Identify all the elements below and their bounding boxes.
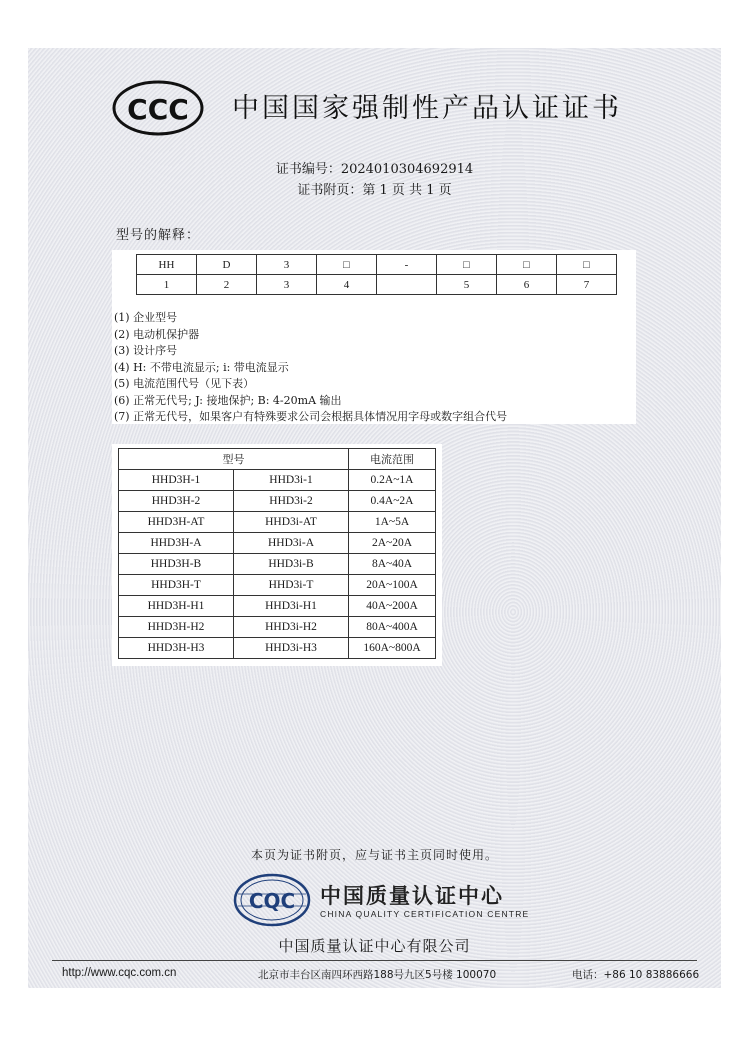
note-line: (2) 电动机保护器 [114, 327, 200, 341]
model-h-cell: HHD3H-H3 [119, 638, 234, 659]
model-h-cell: HHD3H-1 [119, 470, 234, 491]
index-cell: 6 [497, 275, 557, 295]
header-model: 型号 [119, 449, 349, 470]
table-row [119, 575, 436, 596]
index-row [137, 275, 617, 295]
index-cell [377, 275, 437, 295]
code-cell: D [197, 255, 257, 275]
cqc-name-cn: 中国质量认证中心 [320, 884, 504, 908]
ccc-logo [112, 80, 204, 136]
model-h-cell: HHD3H-B [119, 554, 234, 575]
cqc-name-en: CHINA QUALITY CERTIFICATION CENTRE [320, 909, 530, 919]
code-cell: □ [317, 255, 377, 275]
note-line: (1) 企业型号 [114, 311, 178, 324]
table-row [119, 512, 436, 533]
index-cell: 1 [137, 275, 197, 295]
cqc-logo-text: CQC [248, 889, 296, 913]
code-cell: HH [137, 255, 197, 275]
code-cell: □ [437, 255, 497, 275]
footer-divider [52, 960, 697, 961]
model-i-cell: HHD3i-T [234, 575, 349, 596]
model-h-cell: HHD3H-H2 [119, 617, 234, 638]
cqc-logo [232, 872, 312, 928]
model-i-cell: HHD3i-2 [234, 491, 349, 512]
note-line: (7) 正常无代号，如果客户有特殊要求公司会根据具体情况用字母或数字组合代号 [114, 410, 508, 423]
table-row [119, 638, 436, 659]
range-cell: 1A~5A [349, 512, 436, 533]
model-notes [114, 310, 507, 426]
note-line: (6) 正常无代号; J: 接地保护; B: 4-20mA 输出 [114, 393, 342, 407]
ccc-logo-text: CCC [127, 93, 189, 126]
model-i-cell: HHD3i-B [234, 554, 349, 575]
range-cell: 8A~40A [349, 554, 436, 575]
model-i-cell: HHD3i-AT [234, 512, 349, 533]
address-text: 北京市丰台区南四环西路188号九区5号楼 100070 [258, 969, 497, 981]
table-row [119, 470, 436, 491]
model-h-cell: HHD3H-H1 [119, 596, 234, 617]
table-row [119, 491, 436, 512]
code-cell: □ [557, 255, 617, 275]
index-cell: 2 [197, 275, 257, 295]
table-row [119, 617, 436, 638]
note-line: (5) 电流范围代号（见下表） [114, 377, 255, 390]
table-row [119, 554, 436, 575]
code-cell: 3 [257, 255, 317, 275]
index-cell: 4 [317, 275, 377, 295]
current-range-panel [112, 444, 442, 666]
index-cell: 3 [257, 275, 317, 295]
certificate-title: 中国国家强制性产品认证证书 [232, 93, 622, 124]
model-i-cell: HHD3i-H3 [234, 638, 349, 659]
model-i-cell: HHD3i-A [234, 533, 349, 554]
range-cell: 2A~20A [349, 533, 436, 554]
range-cell: 40A~200A [349, 596, 436, 617]
model-i-cell: HHD3i-H1 [234, 596, 349, 617]
header-range: 电流范围 [349, 449, 436, 470]
certificate-number: 证书编号：2024010304692914 [275, 162, 474, 177]
attachment-note: 本页为证书附页，应与证书主页同时使用。 [250, 848, 498, 862]
index-cell: 7 [557, 275, 617, 295]
code-row [137, 255, 617, 275]
model-h-cell: HHD3H-A [119, 533, 234, 554]
model-i-cell: HHD3i-H2 [234, 617, 349, 638]
note-line: (3) 设计序号 [114, 344, 178, 357]
model-explanation-label: 型号的解释： [116, 228, 201, 243]
note-line: (4) H: 不带电流显示; i: 带电流显示 [114, 360, 289, 374]
range-cell: 0.2A~1A [349, 470, 436, 491]
code-cell: - [377, 255, 437, 275]
current-range-table [118, 448, 436, 659]
model-i-cell: HHD3i-1 [234, 470, 349, 491]
index-cell: 5 [437, 275, 497, 295]
range-cell: 20A~100A [349, 575, 436, 596]
company-name: 中国质量认证中心有限公司 [278, 937, 471, 955]
model-code-panel [112, 250, 636, 424]
range-cell: 160A~800A [349, 638, 436, 659]
table-row [119, 533, 436, 554]
range-cell: 0.4A~2A [349, 491, 436, 512]
model-h-cell: HHD3H-T [119, 575, 234, 596]
table-header-row [119, 449, 436, 470]
model-code-table [136, 254, 617, 295]
phone-text: 电话：+86 10 83886666 [572, 969, 700, 981]
model-h-cell: HHD3H-2 [119, 491, 234, 512]
code-cell: □ [497, 255, 557, 275]
model-h-cell: HHD3H-AT [119, 512, 234, 533]
table-row [119, 596, 436, 617]
attachment-page-info: 证书附页：第 1 页 共 1 页 [297, 183, 452, 198]
range-cell: 80A~400A [349, 617, 436, 638]
website-link[interactable]: http://www.cqc.com.cn [62, 967, 177, 979]
